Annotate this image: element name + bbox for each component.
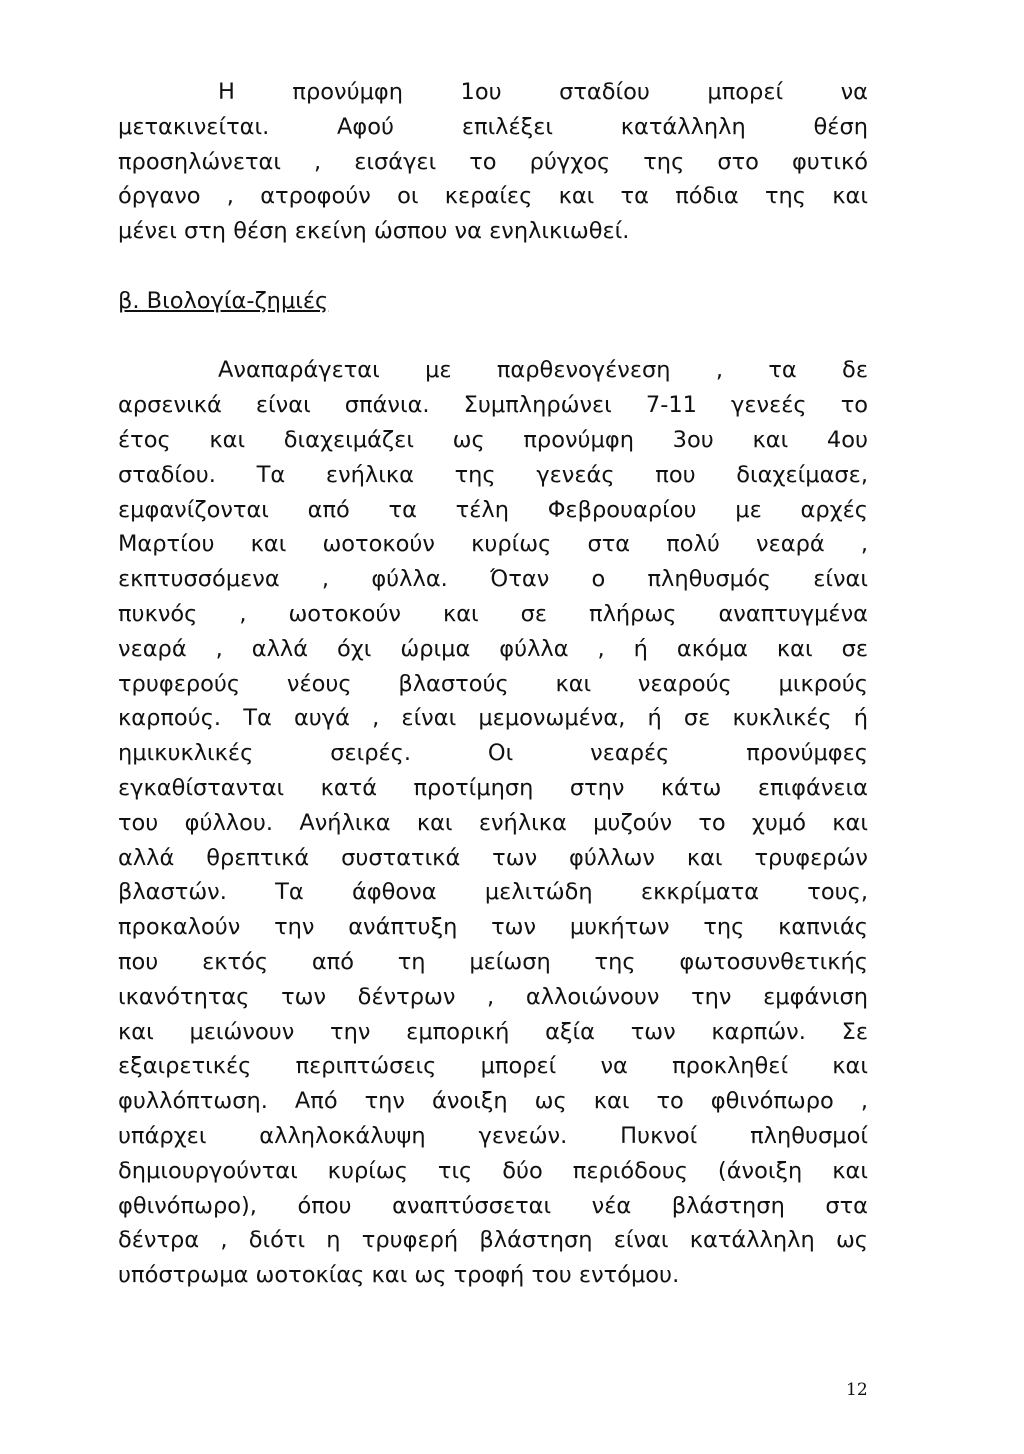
paragraph-1 xyxy=(118,75,868,249)
text-line: μένει στη θέση εκείνη ώσπου να ενηλικιωθεί. xyxy=(118,218,630,245)
text-line: δημιουργούνται κυρίως τις δύο περιόδους (άνοιξη και xyxy=(118,1157,868,1184)
text-line: υπόστρωμα ωοτοκίας και ως τροφή του εντόμου. xyxy=(118,1262,680,1289)
text-line: ημικυκλικές σειρές. Οι νεαρές προνύμφες xyxy=(118,740,868,767)
text-line: όργανο , ατροφούν οι κεραίες και τα πόδια της και xyxy=(118,183,868,210)
text-line: και μειώνουν την εμπορική αξία των καρπών. Σε xyxy=(118,1018,868,1045)
text-line: Αναπαράγεται με παρθενογένεση , τα δε xyxy=(218,357,868,384)
text-line: ικανότητας των δέντρων , αλλοιώνουν την εμφάνιση xyxy=(118,983,868,1010)
text-line: δέντρα , διότι η τρυφερή βλάστηση είναι κατάλληλη ως xyxy=(118,1227,868,1254)
text-line: υπάρχει αλληλοκάλυψη γενεών. Πυκνοί πληθυσμοί xyxy=(118,1122,868,1149)
text-line: σταδίου. Τα ενήλικα της γενεάς που διαχείμασε, xyxy=(118,461,868,488)
section-heading: β. Βιολογία-ζημιές xyxy=(118,287,329,314)
text-line: έτος και διαχειμάζει ως προνύμφη 3ου και 4ου xyxy=(118,426,868,453)
text-line: προσηλώνεται , εισάγει το ρύγχος της στο φυτικό xyxy=(118,148,868,175)
text-line: εκπτυσσόμενα , φύλλα. Όταν ο πληθυσμός είναι xyxy=(118,566,868,593)
page-number: 12 xyxy=(846,1380,868,1400)
text-line: Μαρτίου και ωοτοκούν κυρίως στα πολύ νεαρά , xyxy=(118,531,868,558)
text-line: φθινόπωρο), όπου αναπτύσσεται νέα βλάστηση στα xyxy=(118,1192,868,1219)
text-line: του φύλλου. Ανήλικα και ενήλικα μυζούν το χυμό και xyxy=(118,809,868,836)
text-line: καρπούς. Τα αυγά , είναι μεμονωμένα, ή σε κυκλικές ή xyxy=(118,705,868,732)
paragraph-2 xyxy=(118,353,868,1293)
text-line: Η προνύμφη 1ου σταδίου μπορεί να xyxy=(218,79,868,105)
text-line: προκαλούν την ανάπτυξη των μυκήτων της καπνιάς xyxy=(118,914,868,941)
spacer xyxy=(118,319,868,354)
text-line: φυλλόπτωση. Από την άνοιξη ως και το φθινόπωρο , xyxy=(118,1088,868,1115)
text-line: εξαιρετικές περιπτώσεις μπορεί να προκληθεί και xyxy=(118,1053,868,1080)
document-page xyxy=(118,75,868,1293)
text-line: τρυφερούς νέους βλαστούς και νεαρούς μικρούς xyxy=(118,670,868,697)
text-line: μετακινείται. Αφού επιλέξει κατάλληλη θέση xyxy=(118,113,868,140)
text-line: αλλά θρεπτικά συστατικά των φύλλων και τρυφερών xyxy=(118,844,868,871)
text-line: βλαστών. Τα άφθονα μελιτώδη εκκρίματα τους, xyxy=(118,879,868,906)
text-line: που εκτός από τη μείωση της φωτοσυνθετικής xyxy=(118,948,868,975)
text-line: εμφανίζονται από τα τέλη Φεβρουαρίου με αρχές xyxy=(118,496,868,523)
spacer xyxy=(118,249,868,284)
text-line: αρσενικά είναι σπάνια. Συμπληρώνει 7-11 γενεές το xyxy=(118,392,868,419)
text-line: πυκνός , ωοτοκούν και σε πλήρως αναπτυγμένα xyxy=(118,600,868,627)
text-line: εγκαθίστανται κατά προτίμηση στην κάτω επιφάνεια xyxy=(118,774,868,801)
text-line: νεαρά , αλλά όχι ώριμα φύλλα , ή ακόμα και σε xyxy=(118,635,868,662)
